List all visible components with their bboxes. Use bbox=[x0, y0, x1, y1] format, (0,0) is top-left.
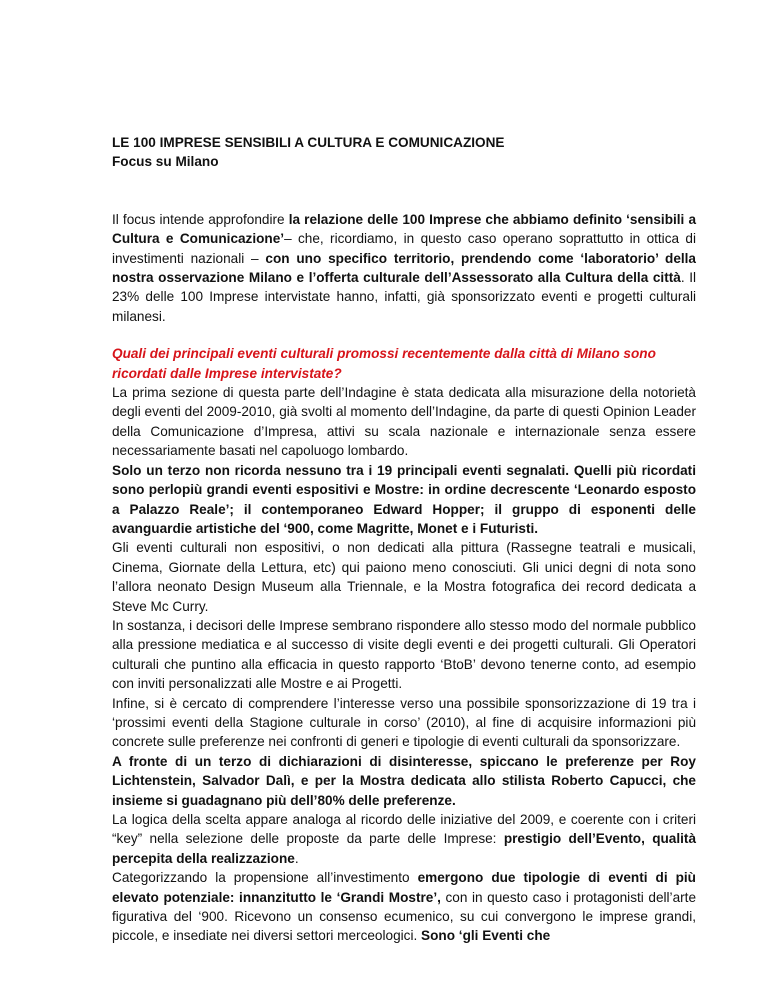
intro-bold-1: la relazione delle 100 Imprese che abbiamo definito ‘sensibili a Cultura e Comunicazione’ bbox=[112, 211, 697, 247]
body-paragraph-4: In sostanza, i decisori delle Imprese sembrano rispondere allo stesso modo del normale pubblico alla pressione mediatica e al successo di visite degli eventi e dei progetti culturali. Gli Operatori culturali che puntino alla efficacia in questo rapporto ‘BtoB’ devono tenerne conto, ad esempio con inviti personalizzati alle Mostre e ai Progetti. bbox=[112, 617, 696, 692]
intro-text-1: Il focus intende approfondire bbox=[112, 211, 289, 227]
body-text-8a: Categorizzando la propensione all’investimento bbox=[112, 870, 418, 886]
body-bold-6: A fronte di un terzo di dichiarazioni di disinteresse, spiccano le preferenze per Roy Lichtenstein, Salvador Dalì, e per la Mostra dedicata allo stilista Roberto Capucci, che insieme si guadagnano più dell’80% delle preferenze. bbox=[112, 753, 696, 808]
body-paragraph-1: La prima sezione di questa parte dell’Indagine è stata dedicata alla misurazione della notorietà degli eventi del 2009-2010, già svolti al momento dell’Indagine, da parte di questi Opinion Leader della Comunicazione d’Impresa, attivi su scala nazionale e internazionale senza essere necessariamente basati nel capoluogo lombardo. bbox=[112, 385, 696, 459]
body-text-7b: . bbox=[294, 850, 299, 866]
body-paragraph-8 bbox=[112, 868, 696, 946]
body-paragraph-3: Gli eventi culturali non espositivi, o non dedicati alla pittura (Rassegne teatrali e musicali, Cinema, Giornate della Lettura, etc) qui paiono meno conosciuti. Gli unici degni di nota sono l’allora neonato Design Museum alla Triennale, e la Mostra fotografica dei record dedicata a Steve Mc Curry. bbox=[112, 540, 696, 614]
body-paragraph-5: Infine, si è cercato di comprendere l’interesse verso una possibile sponsorizzazione di 19 tra i ‘prossimi eventi della Stagione culturale in corso’ (2010), al fine di acquisire informazioni più concrete sulle preferenze nei confronti di generi e tipologie di eventi culturali da sponsorizzare. bbox=[112, 695, 696, 750]
document-title: LE 100 IMPRESE SENSIBILI A CULTURA E COMUNICAZIONE bbox=[112, 135, 505, 150]
document-page bbox=[112, 133, 696, 946]
body-paragraph-6 bbox=[112, 752, 696, 810]
intro-text-2: – che, ricordiamo, in questo caso operano soprattutto in ottica di investimenti nazionali – bbox=[112, 231, 696, 266]
intro-paragraph bbox=[112, 210, 696, 326]
intro-bold-2: con uno specifico territorio, prendendo come ‘laboratorio’ della nostra osservazione Milano e l’offerta culturale dell’Assessorato alla Cultura della città bbox=[112, 250, 696, 286]
body-bold-8a: emergono due tipologie di eventi di più elevato potenziale: innanzitutto le ‘Grandi Mostre’, bbox=[112, 870, 696, 905]
body-bold-7: prestigio dell’Evento, qualità percepita della realizzazione bbox=[112, 831, 697, 866]
body-paragraph-2 bbox=[112, 461, 696, 539]
body-text-8b: con in questo caso i protagonisti dell’arte figurativa del ‘900. Ricevono un consenso ecumenico, su cui convergono le imprese grandi, piccole, e insediate nei diversi settori merceologici. bbox=[112, 889, 696, 944]
document-subtitle: Focus su Milano bbox=[112, 154, 219, 170]
body-bold-2: Solo un terzo non ricorda nessuno tra i 19 principali eventi segnalati. Quelli più ricordati sono perlopiù grandi eventi espositivi e Mostre: in ordine decrescente ‘Leonardo esposto a Palazzo Reale’; il contemporaneo Edward Hopper; il gruppo di esponenti delle avanguardie artistiche del ‘900, come Magritte, Monet e i Futuristi. bbox=[112, 462, 696, 536]
body-text-7a: La logica della scelta appare analoga al ricordo delle iniziative del 2009, e coerente con i criteri “key” nella selezione delle proposte da parte delle Imprese: bbox=[112, 812, 696, 847]
section-question: Quali dei principali eventi culturali promossi recentemente dalla città di Milano sono ricordati dalle Imprese intervistate? bbox=[112, 346, 656, 381]
body-bold-8b: Sono ‘gli Eventi che bbox=[421, 928, 551, 944]
body-paragraph-7 bbox=[112, 810, 696, 868]
intro-text-3: . Il 23% delle 100 Imprese intervistate hanno, infatti, già sponsorizzato eventi e progetti culturali milanesi. bbox=[112, 270, 696, 324]
